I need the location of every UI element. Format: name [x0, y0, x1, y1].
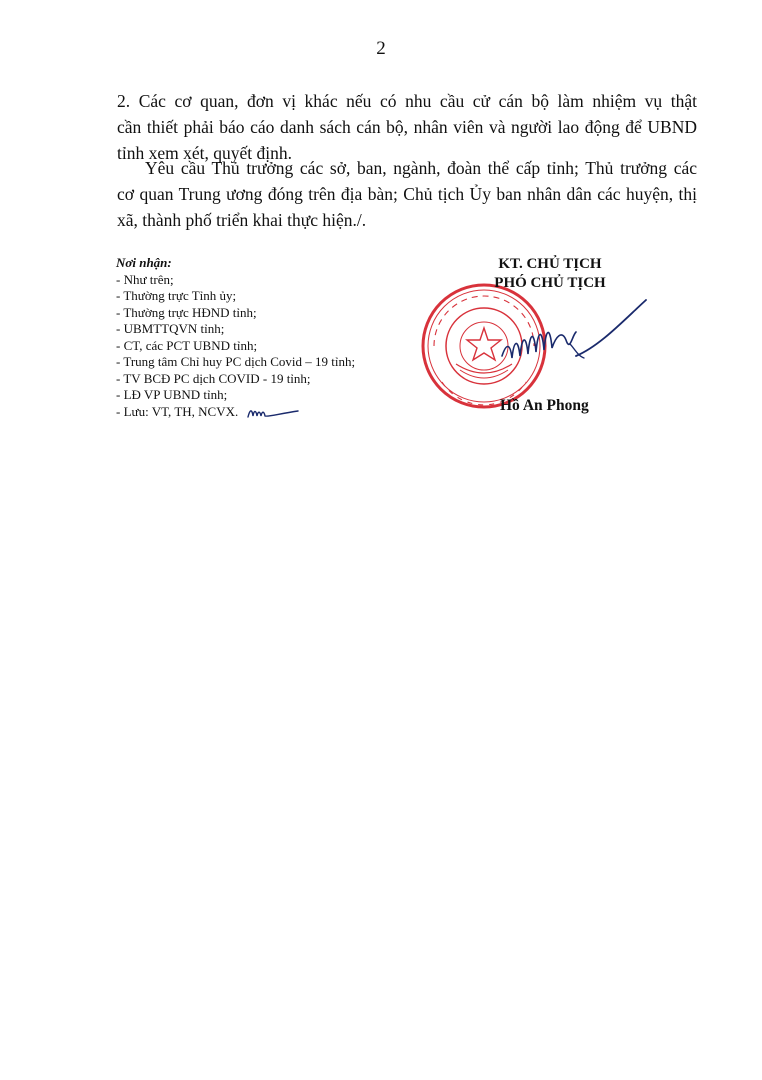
page-number: 2	[376, 38, 386, 59]
signature-title-line-1: KT. CHỦ TỊCH	[498, 256, 602, 272]
signature-title-line-2: PHÓ CHỦ TỊCH	[494, 275, 606, 291]
recipient-item: - Thường trực Tỉnh ủy;	[116, 288, 237, 303]
paragraph-line: cần thiết phải báo cáo danh sách cán bộ, nhân viên và người lao động để UBND	[117, 117, 697, 137]
recipient-item: - CT, các PCT UBND tỉnh;	[116, 337, 258, 353]
handwritten-signature	[500, 296, 660, 386]
signer-name: Hồ An Phong	[500, 397, 589, 414]
archive-text: - Lưu: VT, TH, NCVX.	[116, 403, 239, 419]
paragraph-line: cơ quan Trung ương đóng trên địa bàn; Chủ tịch Ủy ban nhân dân các huyện, thị	[117, 184, 697, 204]
recipient-item: - Thường trực HĐND tỉnh;	[116, 304, 257, 320]
recipient-item: - LĐ VP UBND tỉnh;	[116, 387, 228, 402]
handwritten-initials	[246, 405, 300, 421]
recipients-list	[116, 255, 355, 421]
recipient-item: - UBMTTQVN tỉnh;	[116, 321, 225, 336]
signature-title-block	[460, 255, 640, 293]
paragraph-2	[117, 155, 697, 233]
recipient-item: - Trung tâm Chỉ huy PC dịch Covid – 19 tỉnh;	[116, 354, 356, 369]
recipient-item-archive	[116, 404, 355, 421]
paragraph-line: xã, thành phố triển khai thực hiện./.	[117, 210, 367, 230]
paragraph-line: Yêu cầu Thủ trưởng các sở, ban, ngành, đoàn thể cấp tỉnh; Thủ trưởng các	[145, 158, 697, 178]
paragraph-line: 2. Các cơ quan, đơn vị khác nếu có nhu cầu cử cán bộ làm nhiệm vụ thật	[117, 91, 697, 111]
recipient-item: - Như trên;	[116, 271, 174, 287]
recipients-heading: Nơi nhận:	[116, 255, 172, 270]
recipient-item: - TV BCĐ PC dịch COVID - 19 tỉnh;	[116, 370, 311, 386]
paragraph-line: tỉnh xem xét, quyết định.	[117, 143, 292, 163]
